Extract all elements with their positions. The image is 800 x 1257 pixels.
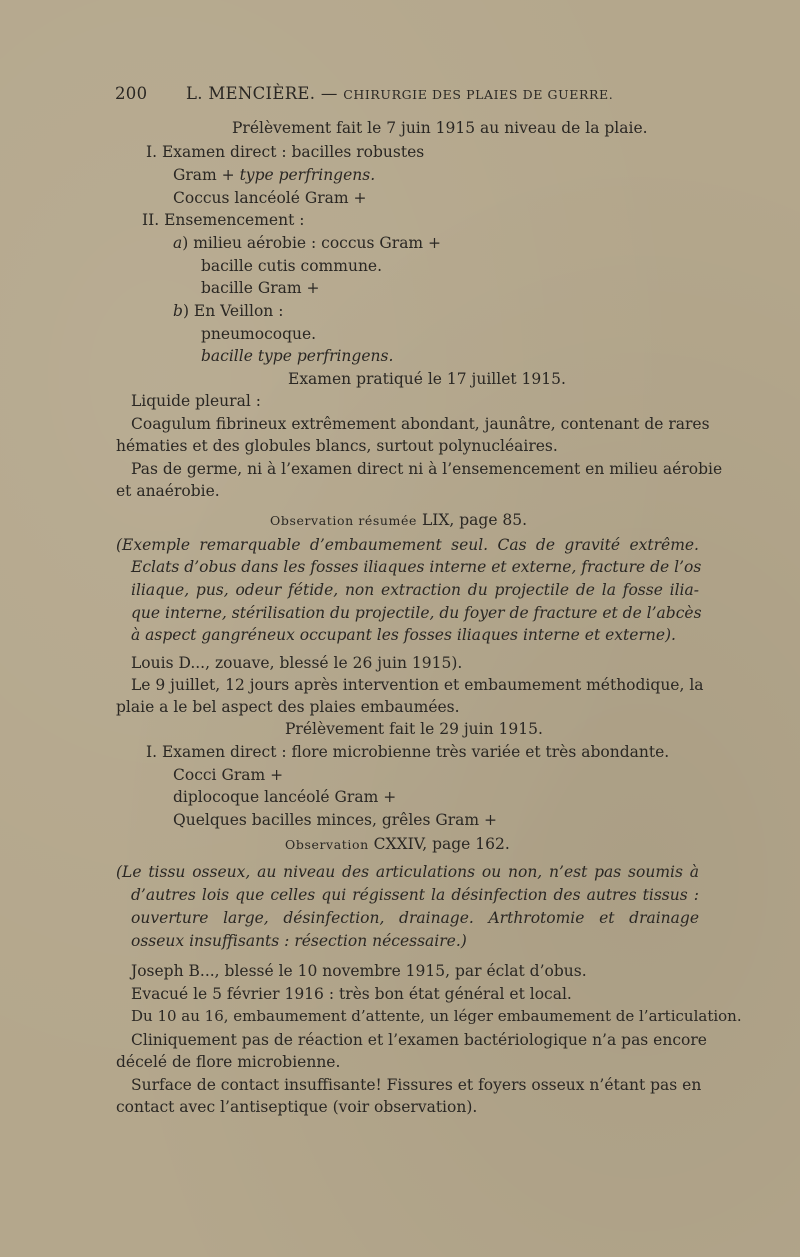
observation-heading: Observation CXXIV, page 162.: [285, 835, 510, 853]
text-line: Du 10 au 16, embaumement d’attente, un léger embaumement de l’articulation.: [131, 1007, 742, 1025]
text-line: Surface de contact insuffisante! Fissures et foyers osseux n’étant pas en: [131, 1076, 702, 1094]
text-line: Cliniquement pas de réaction et l’examen bactériologique n’a pas encore: [131, 1031, 707, 1049]
text-line: (Le tissu osseux, au niveau des articulations ou non, n’est pas soumis à: [116, 863, 699, 881]
text-line: Prélèvement fait le 29 juin 1915.: [285, 720, 543, 738]
text-line: a) milieu aérobie : coccus Gram +: [173, 234, 442, 252]
text-line: (Exemple remarquable d’embaumement seul. Cas de gravité extrême.: [116, 536, 699, 554]
observation-heading: Observation résumée LIX, page 85.: [270, 511, 528, 529]
text-line: diplocoque lancéolé Gram +: [173, 788, 397, 806]
text-line: bacille cutis commune.: [201, 257, 383, 275]
text-line: Examen pratiqué le 17 juillet 1915.: [288, 370, 566, 388]
header-title: [186, 84, 613, 105]
text-line: pneumocoque.: [201, 325, 317, 343]
text-line: osseux insuffisants : résection nécessaire.): [131, 932, 467, 950]
text-line: Le 9 juillet, 12 jours après intervention et embaumement méthodique, la: [131, 676, 704, 694]
text-line: Liquide pleural :: [131, 392, 261, 410]
text-line: I. Examen direct : bacilles robustes: [146, 143, 425, 161]
text-line: Gram + type perfringens.: [173, 166, 376, 184]
page-number: 200: [115, 84, 148, 103]
author-name: L. MENCIÈRE. —: [186, 84, 338, 103]
text-line: Prélèvement fait le 7 juin 1915 au niveau de la plaie.: [232, 119, 648, 137]
text-line: Quelques bacilles minces, grêles Gram +: [173, 811, 498, 829]
text-line: bacille Gram +: [201, 279, 320, 297]
text-line: décelé de flore microbienne.: [116, 1053, 341, 1071]
text-line: plaie a le bel aspect des plaies embaumées.: [116, 698, 460, 716]
text-line: Evacué le 5 février 1916 : très bon état général et local.: [131, 985, 572, 1003]
text-line: Coagulum fibrineux extrêmement abondant, jaunâtre, contenant de rares: [131, 415, 710, 433]
text-line: Coccus lancéolé Gram +: [173, 189, 367, 207]
text-line: Pas de germe, ni à l’examen direct ni à l’ensemencement en milieu aérobie: [131, 460, 723, 478]
text-line: et anaérobie.: [116, 482, 220, 500]
text-line: Cocci Gram +: [173, 766, 284, 784]
text-line: I. Examen direct : flore microbienne très variée et très abondante.: [146, 743, 670, 761]
text-line: bacille type perfringens.: [201, 347, 394, 365]
text-line: Eclats d’obus dans les fosses iliaques interne et externe, fracture de l’os: [131, 558, 702, 576]
text-line: contact avec l’antiseptique (voir observation).: [116, 1098, 478, 1116]
book-title: CHIRURGIE DES PLAIES DE GUERRE.: [343, 87, 614, 102]
text-line: que interne, stérilisation du projectile, du foyer de fracture et de l’abcès: [131, 604, 702, 622]
text-line: à aspect gangréneux occupant les fosses iliaques interne et externe).: [131, 626, 676, 644]
text-line: Louis D..., zouave, blessé le 26 juin 1915).: [131, 654, 463, 672]
text-line: d’autres lois que celles qui régissent la désinfection des autres tissus :: [131, 886, 699, 904]
text-line: Joseph B..., blessé le 10 novembre 1915, par éclat d’obus.: [131, 962, 587, 980]
text-line: iliaque, pus, odeur fétide, non extraction du projectile de la fosse ilia-: [131, 581, 699, 599]
text-line: hématies et des globules blancs, surtout polynucléaires.: [116, 437, 558, 455]
text-line: II. Ensemencement :: [142, 211, 305, 229]
text-line: ouverture large, désinfection, drainage. Arthrotomie et drainage: [131, 909, 699, 927]
text-line: b) En Veillon :: [173, 302, 284, 320]
